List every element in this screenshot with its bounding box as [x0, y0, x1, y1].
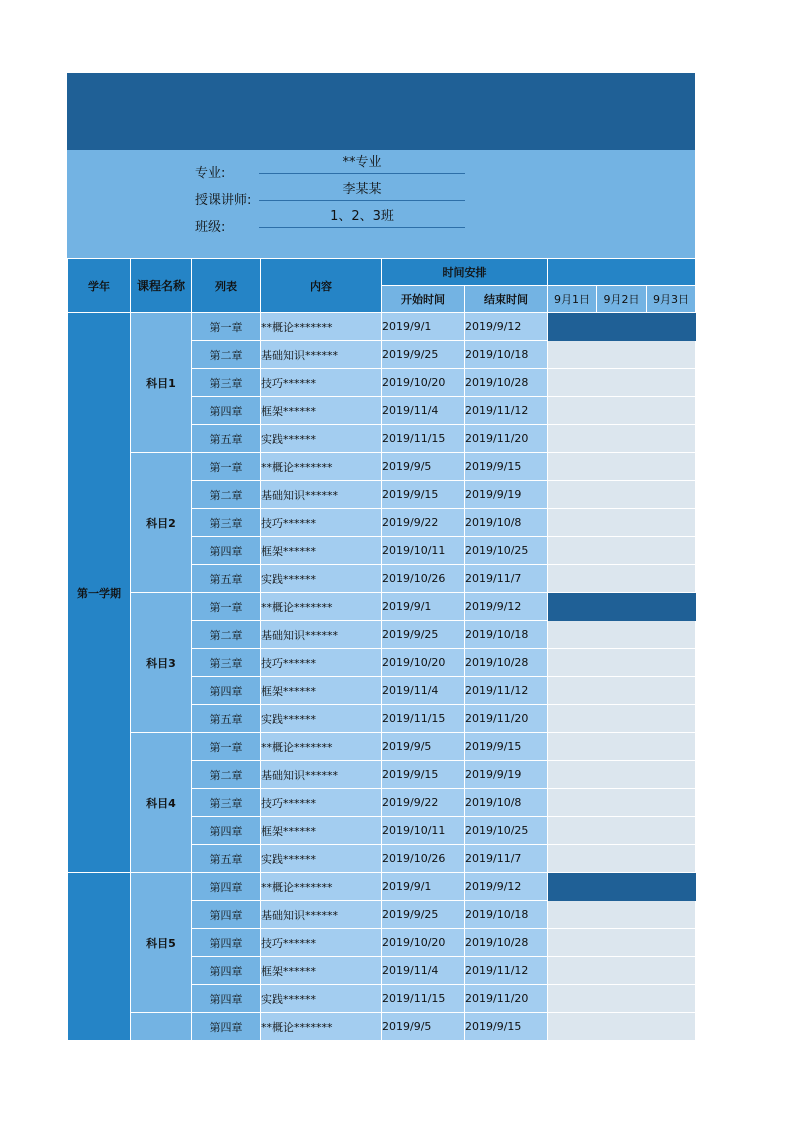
end-date-cell: 2019/10/25 — [465, 537, 548, 565]
chapter-cell: 第三章 — [192, 789, 261, 817]
content-cell: 基础知识****** — [261, 761, 382, 789]
gantt-cell — [548, 957, 696, 985]
subject-cell: 科目3 — [131, 593, 192, 733]
chapter-cell: 第四章 — [192, 901, 261, 929]
end-date-cell: 2019/11/20 — [465, 425, 548, 453]
end-date-cell: 2019/9/12 — [465, 313, 548, 341]
start-date-cell: 2019/10/11 — [382, 817, 465, 845]
chapter-cell: 第五章 — [192, 565, 261, 593]
end-date-cell: 2019/9/15 — [465, 1013, 548, 1041]
header-schedule: 时间安排 — [382, 259, 548, 286]
content-cell: 基础知识****** — [261, 621, 382, 649]
start-date-cell: 2019/9/22 — [382, 789, 465, 817]
end-date-cell: 2019/10/18 — [465, 621, 548, 649]
gantt-cell — [548, 481, 696, 509]
chapter-cell: 第二章 — [192, 481, 261, 509]
subject-cell: 科目2 — [131, 453, 192, 593]
gantt-cell — [548, 565, 696, 593]
content-cell: 框架****** — [261, 677, 382, 705]
table-row — [68, 313, 696, 341]
table-row — [68, 453, 696, 481]
schedule-table — [67, 258, 696, 1041]
schedule-sheet — [67, 73, 695, 1041]
end-date-cell: 2019/9/12 — [465, 873, 548, 901]
chapter-cell: 第二章 — [192, 761, 261, 789]
class-value[interactable]: 1、2、3班 — [259, 208, 465, 228]
gantt-cell — [548, 537, 696, 565]
chapter-cell: 第三章 — [192, 509, 261, 537]
start-date-cell: 2019/10/20 — [382, 369, 465, 397]
major-value[interactable]: **专业 — [259, 154, 465, 174]
content-cell: 技巧****** — [261, 789, 382, 817]
content-cell: 实践****** — [261, 985, 382, 1013]
gantt-cell — [548, 621, 696, 649]
header-end-time: 结束时间 — [465, 286, 548, 313]
start-date-cell: 2019/9/15 — [382, 761, 465, 789]
header-course-name: 课程名称 — [131, 259, 192, 313]
gantt-cell — [548, 593, 696, 621]
teacher-value[interactable]: 李某某 — [259, 181, 465, 201]
start-date-cell: 2019/9/25 — [382, 901, 465, 929]
chapter-cell: 第四章 — [192, 817, 261, 845]
content-cell: 框架****** — [261, 957, 382, 985]
start-date-cell: 2019/9/1 — [382, 313, 465, 341]
gantt-cell — [548, 369, 696, 397]
header-content: 内容 — [261, 259, 382, 313]
start-date-cell: 2019/10/26 — [382, 845, 465, 873]
start-date-cell: 2019/10/11 — [382, 537, 465, 565]
start-date-cell: 2019/9/5 — [382, 1013, 465, 1041]
subject-cell — [131, 1013, 192, 1041]
chapter-cell: 第四章 — [192, 929, 261, 957]
content-cell: 技巧****** — [261, 649, 382, 677]
class-label: 班级: — [195, 220, 226, 235]
header-start-time: 开始时间 — [382, 286, 465, 313]
end-date-cell: 2019/11/20 — [465, 985, 548, 1013]
content-cell: **概论******* — [261, 453, 382, 481]
start-date-cell: 2019/11/15 — [382, 425, 465, 453]
chapter-cell: 第一章 — [192, 453, 261, 481]
end-date-cell: 2019/9/15 — [465, 453, 548, 481]
table-row — [68, 873, 696, 901]
end-date-cell: 2019/11/12 — [465, 957, 548, 985]
content-cell: **概论******* — [261, 873, 382, 901]
gantt-cell — [548, 705, 696, 733]
gantt-cell — [548, 1013, 696, 1041]
start-date-cell: 2019/9/1 — [382, 593, 465, 621]
start-date-cell: 2019/11/15 — [382, 705, 465, 733]
gantt-cell — [548, 313, 696, 341]
start-date-cell: 2019/9/15 — [382, 481, 465, 509]
end-date-cell: 2019/10/18 — [465, 341, 548, 369]
chapter-cell: 第四章 — [192, 985, 261, 1013]
chapter-cell: 第二章 — [192, 621, 261, 649]
major-label: 专业: — [195, 166, 226, 181]
end-date-cell: 2019/11/7 — [465, 565, 548, 593]
gantt-cell — [548, 733, 696, 761]
gantt-cell — [548, 789, 696, 817]
chapter-cell: 第一章 — [192, 313, 261, 341]
gantt-cell — [548, 453, 696, 481]
start-date-cell: 2019/9/25 — [382, 621, 465, 649]
end-date-cell: 2019/11/20 — [465, 705, 548, 733]
gantt-cell — [548, 873, 696, 901]
header-day: 9月3日 — [647, 286, 696, 313]
end-date-cell: 2019/10/8 — [465, 509, 548, 537]
end-date-cell: 2019/10/28 — [465, 649, 548, 677]
subject-cell: 科目1 — [131, 313, 192, 453]
gantt-cell — [548, 677, 696, 705]
start-date-cell: 2019/10/26 — [382, 565, 465, 593]
content-cell: 基础知识****** — [261, 901, 382, 929]
end-date-cell: 2019/10/28 — [465, 929, 548, 957]
gantt-cell — [548, 509, 696, 537]
term-cell: 第一学期 — [68, 313, 131, 873]
start-date-cell: 2019/9/25 — [382, 341, 465, 369]
start-date-cell: 2019/11/4 — [382, 677, 465, 705]
content-cell: **概论******* — [261, 593, 382, 621]
gantt-cell — [548, 929, 696, 957]
content-cell: 技巧****** — [261, 509, 382, 537]
header-gantt-band — [548, 259, 696, 286]
end-date-cell: 2019/10/25 — [465, 817, 548, 845]
content-cell: 实践****** — [261, 705, 382, 733]
subject-cell: 科目4 — [131, 733, 192, 873]
content-cell: 基础知识****** — [261, 481, 382, 509]
chapter-cell: 第四章 — [192, 537, 261, 565]
chapter-cell: 第五章 — [192, 845, 261, 873]
term-cell-continued — [68, 873, 131, 1041]
content-cell: 实践****** — [261, 425, 382, 453]
table-row — [68, 1013, 696, 1041]
start-date-cell: 2019/9/5 — [382, 733, 465, 761]
content-cell: 框架****** — [261, 397, 382, 425]
start-date-cell: 2019/9/22 — [382, 509, 465, 537]
chapter-cell: 第二章 — [192, 341, 261, 369]
subject-cell: 科目5 — [131, 873, 192, 1013]
gantt-cell — [548, 817, 696, 845]
end-date-cell: 2019/9/19 — [465, 481, 548, 509]
start-date-cell: 2019/11/4 — [382, 397, 465, 425]
gantt-cell — [548, 425, 696, 453]
end-date-cell: 2019/9/15 — [465, 733, 548, 761]
teacher-label: 授课讲师: — [195, 193, 252, 208]
header-day: 9月2日 — [597, 286, 647, 313]
table-row — [68, 733, 696, 761]
content-cell: 实践****** — [261, 845, 382, 873]
start-date-cell: 2019/10/20 — [382, 649, 465, 677]
content-cell: 框架****** — [261, 537, 382, 565]
end-date-cell: 2019/10/28 — [465, 369, 548, 397]
gantt-cell — [548, 761, 696, 789]
content-cell: 技巧****** — [261, 369, 382, 397]
gantt-cell — [548, 985, 696, 1013]
header-day: 9月1日 — [548, 286, 597, 313]
chapter-cell: 第四章 — [192, 1013, 261, 1041]
chapter-cell: 第三章 — [192, 649, 261, 677]
header-list: 列表 — [192, 259, 261, 313]
chapter-cell: 第五章 — [192, 425, 261, 453]
info-band — [67, 150, 695, 258]
end-date-cell: 2019/9/19 — [465, 761, 548, 789]
gantt-cell — [548, 397, 696, 425]
start-date-cell: 2019/11/4 — [382, 957, 465, 985]
content-cell: 技巧****** — [261, 929, 382, 957]
header-year: 学年 — [68, 259, 131, 313]
start-date-cell: 2019/9/5 — [382, 453, 465, 481]
chapter-cell: 第三章 — [192, 369, 261, 397]
end-date-cell: 2019/10/18 — [465, 901, 548, 929]
content-cell: 实践****** — [261, 565, 382, 593]
content-cell: **概论******* — [261, 313, 382, 341]
end-date-cell: 2019/10/8 — [465, 789, 548, 817]
chapter-cell: 第四章 — [192, 677, 261, 705]
chapter-cell: 第一章 — [192, 733, 261, 761]
title-band — [67, 73, 695, 150]
content-cell: 基础知识****** — [261, 341, 382, 369]
end-date-cell: 2019/11/7 — [465, 845, 548, 873]
chapter-cell: 第四章 — [192, 873, 261, 901]
content-cell: **概论******* — [261, 733, 382, 761]
content-cell: **概论******* — [261, 1013, 382, 1041]
chapter-cell: 第四章 — [192, 957, 261, 985]
gantt-cell — [548, 845, 696, 873]
table-row — [68, 593, 696, 621]
start-date-cell: 2019/10/20 — [382, 929, 465, 957]
start-date-cell: 2019/11/15 — [382, 985, 465, 1013]
gantt-cell — [548, 341, 696, 369]
chapter-cell: 第一章 — [192, 593, 261, 621]
end-date-cell: 2019/9/12 — [465, 593, 548, 621]
end-date-cell: 2019/11/12 — [465, 397, 548, 425]
chapter-cell: 第五章 — [192, 705, 261, 733]
content-cell: 框架****** — [261, 817, 382, 845]
chapter-cell: 第四章 — [192, 397, 261, 425]
end-date-cell: 2019/11/12 — [465, 677, 548, 705]
start-date-cell: 2019/9/1 — [382, 873, 465, 901]
gantt-cell — [548, 649, 696, 677]
gantt-cell — [548, 901, 696, 929]
